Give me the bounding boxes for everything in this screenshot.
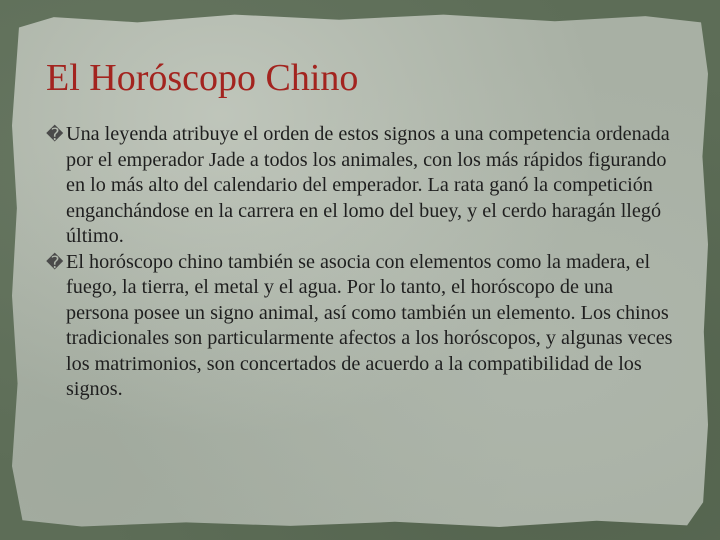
- bullet-marker-icon: �: [46, 125, 64, 145]
- bullet-item: [46, 122, 676, 250]
- slide-title: El Horóscopo Chino: [46, 57, 359, 99]
- bullet-item: [46, 250, 676, 403]
- bullet-marker-icon: �: [46, 252, 64, 273]
- bullet-list: [46, 122, 676, 403]
- bullet-text: Una leyenda atribuye el orden de estos signos a una competencia ordenada por el emperador Jade a todos los animales, con los más rápidos figurando en lo más alto del calendario del emperador. La rata ganó la competición enganchándose en la carrera en el lomo del buey, y el cerdo haragán llegó último.: [66, 123, 670, 247]
- bullet-text: El horóscopo chino también se asocia con elementos como la madera, el fuego, la tierra, el metal y el agua. Por lo tanto, el horóscopo de una persona posee un signo animal, así como también un elemento. Los chinos tradicionales son particularmente afectos a los horóscopos, y algunas veces los matrimonios, son concertados de acuerdo a la compatibilidad de los signos.: [66, 250, 673, 400]
